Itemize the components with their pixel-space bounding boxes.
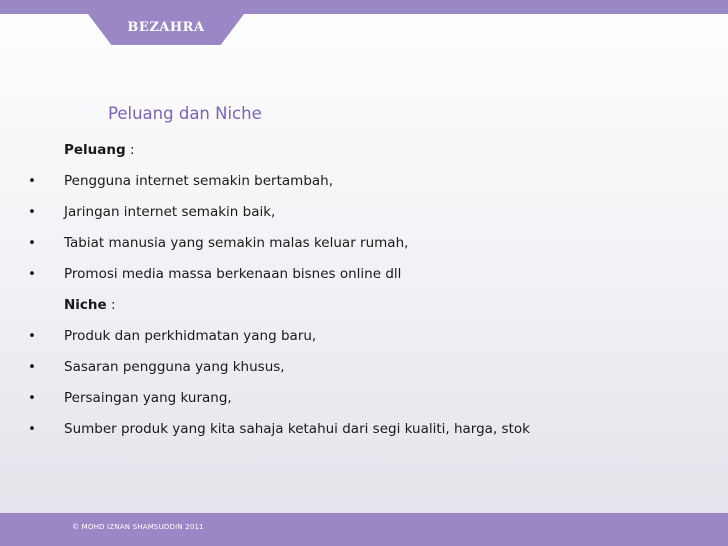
bullet-icon: • [28, 266, 36, 282]
top-accent-bar [0, 0, 728, 14]
footer-copyright: © MOHD IZNAN SHAMSUDDIN 2011 [72, 523, 204, 531]
bullet-icon: • [28, 204, 36, 220]
section-heading-label: Niche [64, 297, 107, 313]
list-item [0, 265, 728, 296]
list-item-text: Promosi media massa berkenaan bisnes online dll [64, 266, 402, 282]
slide-content [0, 141, 728, 451]
list-item [0, 234, 728, 265]
bullet-icon: • [28, 328, 36, 344]
section-heading-suffix: : [106, 297, 116, 313]
list-item [0, 327, 728, 358]
header-tab-label: BEZAHRA [127, 20, 205, 35]
section-heading-label: Peluang [64, 142, 126, 158]
bullet-icon: • [28, 359, 36, 375]
list-item-text: Sumber produk yang kita sahaja ketahui dari segi kualiti, harga, stok [64, 421, 530, 437]
bullet-icon: • [28, 173, 36, 189]
list-item [0, 172, 728, 203]
list-item-text: Produk dan perkhidmatan yang baru, [64, 328, 317, 344]
list-item [0, 358, 728, 389]
list-item-text: Pengguna internet semakin bertambah, [64, 173, 334, 189]
list-item-text: Tabiat manusia yang semakin malas keluar rumah, [64, 235, 409, 251]
list-item [0, 389, 728, 420]
bullet-icon: • [28, 421, 36, 437]
list-item [0, 203, 728, 234]
section-heading-niche [0, 296, 728, 327]
section-heading-peluang [0, 141, 728, 172]
bullet-icon: • [28, 390, 36, 406]
bullet-icon: • [28, 235, 36, 251]
list-item-text: Jaringan internet semakin baik, [64, 204, 276, 220]
slide-title: Peluang dan Niche [108, 104, 262, 123]
list-item-text: Sasaran pengguna yang khusus, [64, 359, 285, 375]
list-item [0, 420, 728, 451]
section-heading-suffix: : [125, 142, 135, 158]
list-item-text: Persaingan yang kurang, [64, 390, 232, 406]
